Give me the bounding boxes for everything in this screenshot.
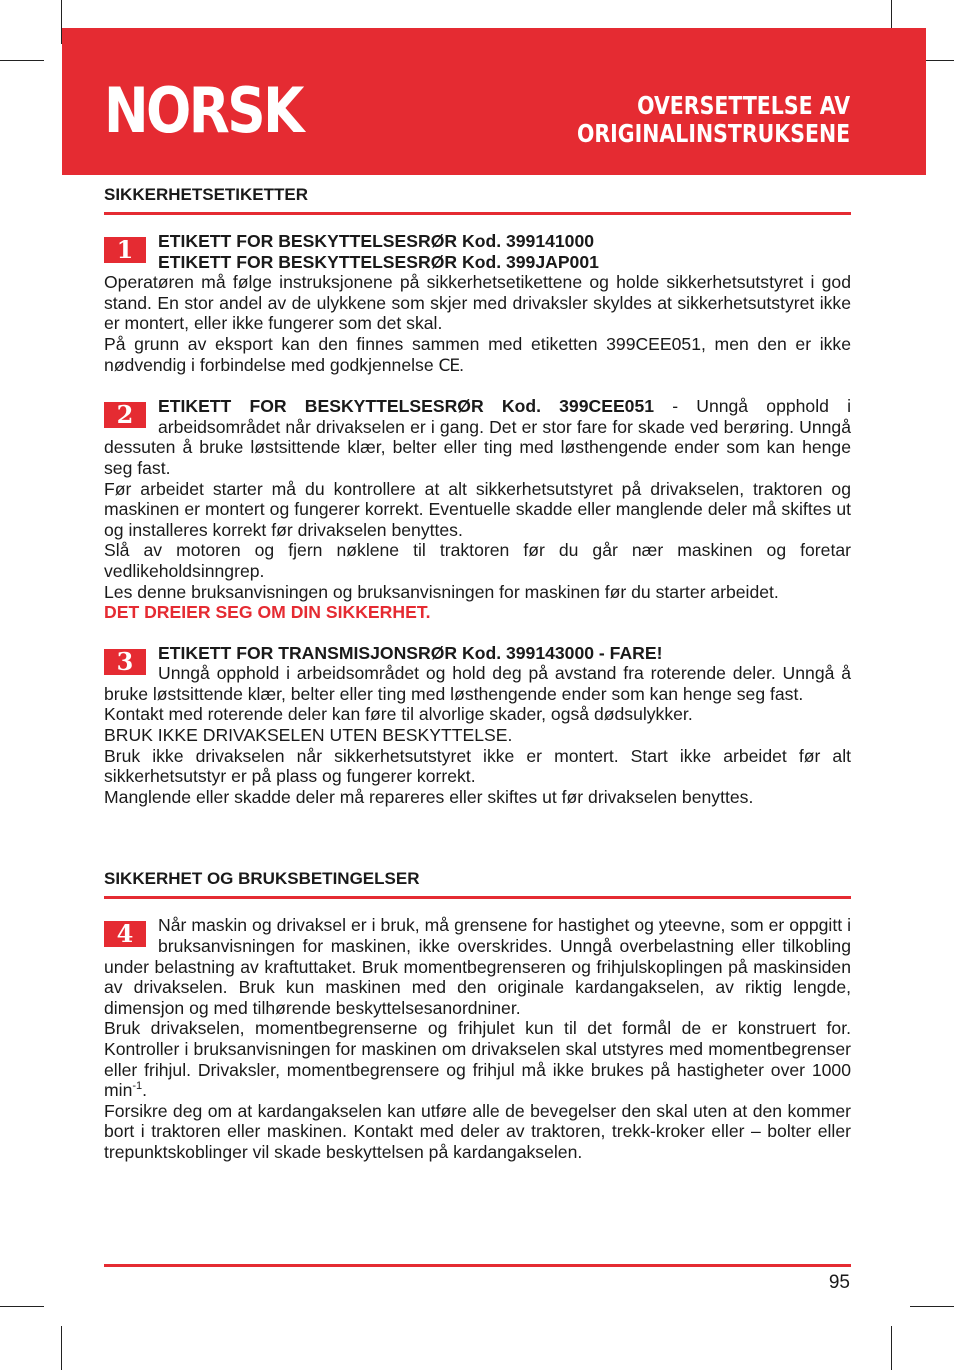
paragraph: Manglende eller skadde deler må repareres eller skiftes ut før drivakselen benyttes. xyxy=(104,786,754,807)
crop-mark xyxy=(891,1326,892,1370)
crop-mark xyxy=(61,1326,62,1370)
crop-mark xyxy=(0,1306,44,1307)
language-title: NORSK xyxy=(104,74,302,147)
item-heading: ETIKETT FOR BESKYTTELSESRØR Kod. 399JAP001 xyxy=(158,251,599,272)
item-3 xyxy=(104,643,851,808)
safety-warning: DET DREIER SEG OM DIN SIKKERHET. xyxy=(104,602,431,623)
ce-mark-icon: CE xyxy=(438,355,460,376)
crop-mark xyxy=(0,60,44,61)
paragraph: På grunn av eksport kan den finnes sammen med etiketten 399CEE051, men den er ikke nødvendig i forbindelse med godkjennelse CE. xyxy=(104,333,851,376)
header-subtitle xyxy=(577,92,850,148)
paragraph: Operatøren må følge instruksjonene på sikkerhetsetikettene og holde sikkerhetsutstyret i god stand. En stor andel av de ulykkene som skjer med drivaksler skyldes at sikkerhetsutstyret ikke er montert, eller ikke fungerer som det skal. xyxy=(104,272,851,334)
item-heading: ETIKETT FOR BESKYTTELSESRØR Kod. 399CEE051 xyxy=(158,396,655,417)
paragraph: Les denne bruksanvisningen og bruksanvisningen for maskinen før du starter arbeidet. xyxy=(104,581,779,602)
paragraph: Når maskin og drivaksel er i bruk, må grensene for hastighet og yteevne, som er oppgitt i bruksanvisningen for maskinen, ikke overskrides. Unngå overbelastning eller tilkobling under belastning av kraftuttaket. Bruk momentbegrenseren og frihjulskoplingen på maskinsiden av drivakselen. Bruk kun maskinen med den originale kardangakselen, av riktig lengde, dimensjon og med tilhørende beskyttelsesanordniner. xyxy=(104,915,851,1018)
item-heading: ETIKETT FOR TRANSMISJONSRØR Kod. 399143000 - FARE! xyxy=(158,642,663,663)
item-number-badge: 4 xyxy=(104,921,146,947)
paragraph: Bruk drivakselen, momentbegrenserne og frihjulet kun til det formål de er konstruert for. Kontroller i bruksanvisningen for maskinen om drivakselen skal utstyres med momentbegrenser eller frihjul. Drivaksler, momentbegrensere og frihjul må ikke brukes på hastigheter over 1000 $\min^{-1}$. xyxy=(104,1018,851,1101)
footer-divider xyxy=(104,1264,851,1267)
paragraph xyxy=(104,396,851,478)
item-heading: ETIKETT FOR BESKYTTELSESRØR Kod. 399141000 xyxy=(158,231,595,251)
superscript: -1 xyxy=(132,1080,143,1093)
item-1 xyxy=(104,231,851,376)
item-4 xyxy=(104,915,851,1162)
subtitle-line-1: OVERSETTELSE AV xyxy=(636,91,850,120)
paragraph: BRUK IKKE DRIVAKSELEN UTEN BESKYTTELSE. xyxy=(104,725,513,746)
paragraph-text: På grunn av eksport kan den finnes sammen med etiketten 399CEE051, men den er ikke nødvendig i forbindelse med godkjennelse xyxy=(104,333,851,375)
paragraph: Kontakt med roterende deler kan føre til alvorlige skader, også dødsulykker. xyxy=(104,704,693,725)
item-number-badge: 3 xyxy=(104,649,146,675)
section-title: SIKKERHET OG BRUKSBETINGELSER xyxy=(104,869,420,889)
section-title: SIKKERHETSETIKETTER xyxy=(104,185,309,204)
item-2 xyxy=(104,396,851,623)
paragraph: Bruk ikke drivakselen når sikkerhetsutstyret ikke er montert. Start ikke arbeidet før alt sikkerhetsutstyr er på plass og fungerer korrekt. xyxy=(104,745,851,787)
page-content xyxy=(104,185,851,1163)
page-number: 95 xyxy=(828,1272,850,1293)
paragraph: Slå av motoren og fjern nøklene til traktoren før du går nær maskinen og foretar vedlikeholdsinngrep. xyxy=(104,540,851,581)
section-divider xyxy=(104,212,851,215)
paragraph: Forsikre deg om at kardangakselen kan utføre alle de bevegelser den skal uten at den kommer bort i traktoren eller maskinen. Kontakt med deler av traktoren, trekk-kroker eller – bolter eller trepunktskoblinger vil skade beskyttelsen på kardangakselen. xyxy=(104,1100,851,1162)
section-divider xyxy=(104,896,851,899)
item-number-badge: 1 xyxy=(104,237,146,263)
paragraph: Før arbeidet starter må du kontrollere at alt sikkerhetsutstyret på drivakselen, traktoren og maskinen er montert og fungerer korrekt. Eventuelle skadde eller manglende deler må skiftes ut og installeres korrekt før drivakselen benyttes. xyxy=(104,478,851,540)
crop-mark xyxy=(910,1306,954,1307)
item-number-badge: 2 xyxy=(104,402,146,428)
paragraph: Unngå opphold i arbeidsområdet og hold deg på avstand fra roterende deler. Unngå å bruke løstsittende klær, belter eller ting med løsthengende ender som kan henge seg fast. xyxy=(104,663,851,704)
header-banner xyxy=(62,28,926,175)
paragraph-text: - Unngå opphold i arbeidsområdet når drivakselen er i gang. Det er stor fare for skade ved berøring. Unngå dessuten å bruke løstsittende klær, belter eller ting med løsthengende ender som kan henge seg fast. xyxy=(104,396,851,478)
subtitle-line-2: ORIGINALINSTRUKSENE xyxy=(576,119,850,148)
paragraph-text: Bruk drivakselen, momentbegrenserne og frihjulet kun til det formål de er konstruert for. Kontroller i bruksanvisningen for maskinen om drivakselen skal utstyres med momentbegrenser eller frihjul. Drivaksler, momentbegrensere og frihjul må ikke brukes på hastigheter over 1000 min xyxy=(104,1018,851,1101)
